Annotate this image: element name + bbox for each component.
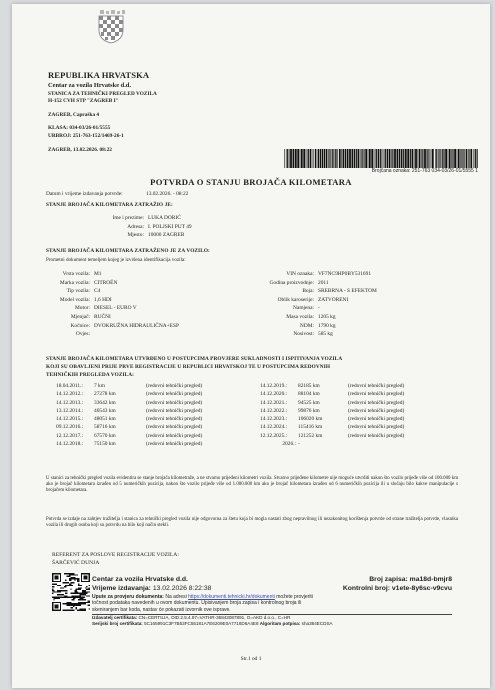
barcode-caption: Brojčana oznaka: 251-763 034-03/26-01/5555 1 [371,168,478,174]
referent-name: ŠARČEVIĆ DUNJA [52,560,100,566]
verification-footer [92,576,452,627]
control-number: Kontrolni broj: v1ete-8y6sc-v9cvu [342,585,452,592]
vehicle-row: Nosivost: 585 kg [293,331,333,338]
certificate-info: Izdavatelj certifikata: CN=CERTILIA, OID.2.5.4.97=VATHR-35843087891, O=AKD d.o.o., C=HR Serijski broj certifikata: 5C165991C3F7B53FC55181A7E6209E0A7716D6A4E8 Algoritam potpisa: sha384ECDSA [92,615,333,627]
odometer-heading-1: STANJE BROJAČA KILOMETARA UTVRĐENO U POSTUPCIMA PROVJERE SUKLADNOSTI I ISPITIVANJA VOZILA [46,356,343,362]
odometer-heading-2: KOJI SU OBAVLJENI PRIJE PRVE REGISTRACIJE U REPUBLICI HRVATSKOJ TE U POSTUPCIMA REDOVNIH [46,364,331,370]
station-address: ZAGREB, Capraška 4 [48,111,100,118]
requester-row: Adresa: I. POLJSKI PUT 49 [127,223,192,230]
odometer-entry: 14.12.2023.: 106020 km (redovni tehnički pregled) [260,416,405,423]
center-name: Centar za vozila Hrvatske d.d. [48,82,131,89]
odometer-entry: 14.12.2021.: 94525 km (redovni tehnički pregled) [260,399,405,406]
issue-datetime-value: 13.02.2026. - 08:22 [146,191,189,197]
vehicle-row: Mjenjač: RUČNI [70,313,111,320]
vehicle-row: Kočnice: DVOKRUŽNA HIDRAULIČNA+ESP [70,322,179,329]
odometer-entry: 14.12.2020.: 88104 km (redovni tehnički pregled) [260,391,405,398]
vehicle-row: Boja: SREBRNA - S EFEKTOM [302,288,377,295]
vehicle-row: Model vozila: 1,6 HDI [59,296,112,303]
requester-row: Ime i prezime: LUKA DORIĆ [112,215,181,221]
issue-datetime [46,191,188,197]
odometer-entry: 12.12.2025.: 121252 km (redovni tehnički pregled) [260,432,405,439]
country-name: REPUBLIKA HRVATSKA [48,70,150,80]
odometer-entry: 13.12.2014.: 40543 km (redovni tehnički pregled) [56,407,203,414]
odometer-heading-3: TEHNIČKIH PREGLEDA VOZILA: [46,372,135,378]
issue-datetime-label: Datum i vrijeme izdavanja potvrde: [46,191,123,197]
issue-time-label: Vrijeme izdavanja: [92,585,151,592]
referent-block [52,551,179,567]
requester-fields [70,214,192,240]
vehicle-id-note: Prometni dokument temeljem kojeg je izvršena identifikacija vozila: [46,257,186,263]
page-number: Str.1 od 1 [240,656,262,662]
issuer-header [48,70,288,153]
klasa: KLASA: 034-03/26-01/5555 [48,125,111,132]
vehicle-row: Namjena: - [293,305,320,312]
issue-place-date: ZAGREB, 13.02.2026. 08:22 [48,146,112,153]
vehicle-row: Godina proizvodnje: 2011 [269,279,329,286]
vehicle-row: Tip vozila: C4 [66,288,101,295]
odometer-list-left [56,382,202,448]
odometer-entry: 14.12.2018.: 75150 km (redovni tehnički pregled) [56,441,203,448]
liability-disclaimer: Potvrda se izdaje na zahtjev tražitelja i stanica za tehnički pregled vozila nije odgovorna za štetu koja bi mogla nastati zbog nepravilnog ili nezakonitog korištenja potvrde od strane tražitelja potvrde, vlasnika vozila ili drugih osoba koji su potvrdu na bilo koji način stekli. [46,517,458,529]
odometer-entry: 14.12.2015.: 48051 km (redovni tehnički pregled) [56,416,203,423]
vehicle-row: Motor: DIESEL - EURO V [75,305,137,312]
urbroj: URBROJ: 251-763-152/1469-26-1 [48,132,124,139]
station-name: STANICA ZA TEHNIČKI PREGLED VOZILA [48,90,157,97]
qr-code[interactable] [52,573,90,611]
vehicle-fields-right [230,270,377,339]
requester-row: Mjesto: 10000 ZAGREB [127,232,185,239]
odometer-list-right [260,382,404,448]
odometer-entry: 18.04.2011.: 7 km (redovni tehnički pregled) [56,383,203,389]
vehicle-heading: STANJE BROJAČA KILOMETARA ZATRAŽENO JE ZA VOZILO: [46,248,210,254]
document-page [12,4,490,688]
odometer-entry: 09.12.2016.: 58716 km (redovni tehnički pregled) [56,424,203,431]
verification-instructions: Upute za provjeru dokumenta: Na adresi https://dokumenti.tehnicki.hr/dokumenti možete provjeriti točnost podataka navedenih u ovom dokumentu. Upisivanjem broja zapisa i kontrolnog broja ili skeniranjem bar koda, nastav će pokazati izvornik ove isprave. [92,594,313,613]
odometer-disclaimer: U stanici za tehnički pregled vozila evidentira se stanje brojača kilometraže, a ne stvarno prijeđeni kilometri vozila. Stvarno prijeđene kilometre nije moguće utvrditi nakon što vozilo prijeđe više od 100.000 km ako je brojač kilometara izrađen od 5 numeričkih pozicija, nakon što vozilo prijeđe više od 1.000.000 km ako je brojač kilometara izrađen od 6 numeričkih pozicija ili u slučaju bilo kakve manipulacije s brojačem kilometara. [46,476,458,494]
vehicle-row: VIN oznaka: VF7NC9HP0BY531691 [286,271,372,277]
document-title: POTVRDA O STANJU BROJAČA KILOMETARA [150,177,352,187]
barcode [284,149,478,168]
odometer-entry: 14.12.2019.: 82185 km (redovni tehnički pregled) [260,383,405,389]
requester-heading: STANJE BROJAČA KILOMETARA ZATRAŽIO JE: [46,202,173,208]
odometer-entry: 14.12.2024.: 115416 km (redovni tehnički pregled) [260,424,405,431]
vehicle-row: Oblik karoserije: ZATVORENI [277,296,349,303]
verification-link[interactable]: https://dokumenti.tehnicki.hr/dokumenti [188,594,275,600]
odometer-entry: 14.12.2013.: 33642 km (redovni tehnički pregled) [56,399,203,406]
croatian-coat-of-arms-icon [96,10,126,44]
vehicle-row: NDM: 1790 kg [299,322,336,329]
issue-time-value: 13.02.2026 8:22:38 [152,585,212,592]
vehicle-row: Ovjes: [75,331,90,338]
vehicle-fields-left [38,270,179,339]
odometer-entry: 12.12.2017.: 67570 km (redovni tehnički pregled) [56,432,203,439]
odometer-entry: 2026.: - [282,441,300,448]
odometer-entry: 14.12.2022.: 99876 km (redovni tehnički pregled) [260,407,405,414]
odometer-entry: 14.12.2012.: 27278 km (redovni tehnički pregled) [56,391,203,398]
footer-center-name: Centar za vozila Hrvatske d.d. [92,576,188,583]
station-unit: H-152 CVH STP "ZAGREB I" [48,98,119,105]
record-number: Broj zapisa: ma18d-bmjr8 [369,576,452,583]
vehicle-row: Masa vozila: 1205 kg [286,313,336,320]
vehicle-row: Marka vozila: CITROËN [59,279,118,286]
vehicle-row: Vrsta vozila: M1 [62,271,102,277]
referent-label: REFERENT ZA POSLOVE REGISTRACIJE VOZILA: [52,552,179,558]
